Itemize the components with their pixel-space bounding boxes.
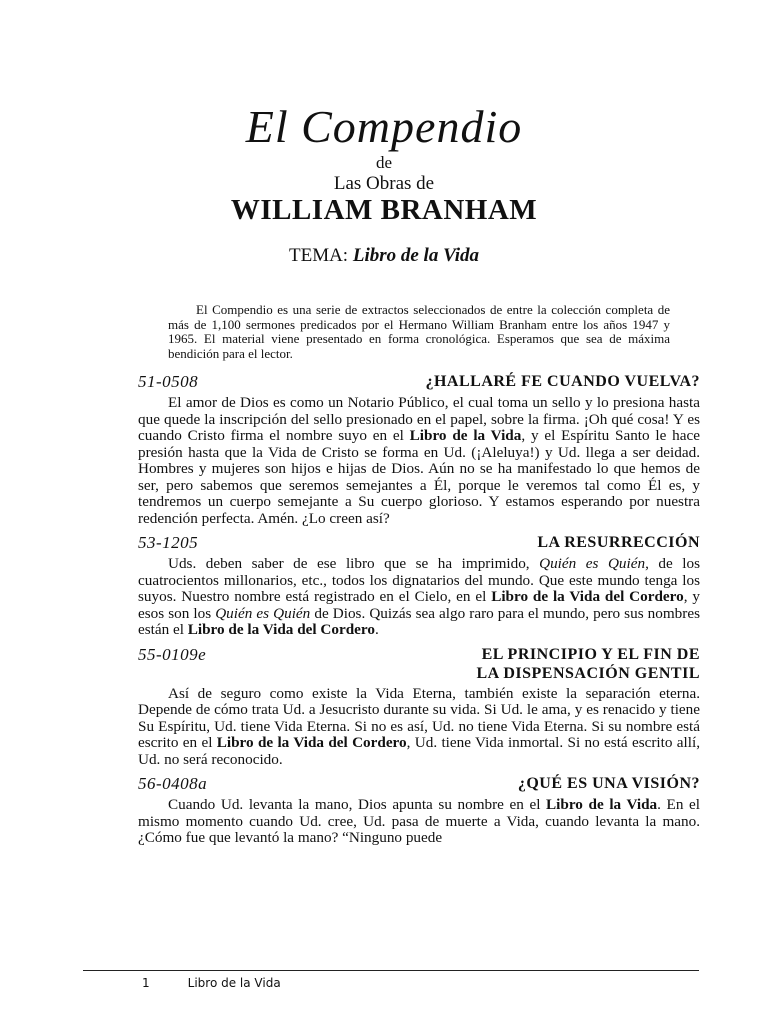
sermon-entry	[138, 372, 700, 527]
excerpt-text	[138, 797, 700, 847]
text-run: Así de seguro como existe la Vida Eterna, también existe la separación eterna. Depende de cómo trata Ud. a Jesucristo durante su vida. Si Ud. le ama, y es renacido y tiene Su Espíritu, Ud. tiene Vida Eterna. Si no es así, Ud. no tiene Vida Eterna. Si su nombre está escrito en el	[138, 684, 700, 751]
entry-header	[138, 774, 700, 794]
sermon-title-line: ¿HALLARÉ FE CUANDO VUELVA?	[425, 373, 700, 390]
sermon-title-line: ¿QUÉ ES UNA VISIÓN?	[517, 775, 700, 792]
subtitle-de: de	[375, 153, 393, 172]
topic-value: Libro de la Vida	[352, 245, 479, 266]
bold-phrase: Libro de la Vida del Cordero	[216, 734, 407, 751]
text-run: . En el mismo momento cuando Ud. cree, Ud. pasa de muerte a Vida, cuando levanta la mano. ¿Cómo fue que levantó la mano? “Ninguno puede	[138, 796, 700, 846]
sermon-code: 53-1205	[138, 533, 199, 552]
sermon-entry	[138, 774, 700, 847]
text-run: , de los cuatrocientos millonarios, etc., todos los dignatarios del mundo. Que este mundo tenga los suyos. Nuestro nombre está registrado en el Cielo, en el	[138, 555, 700, 605]
text-run: de Dios. Quizás sea algo raro para el mundo, pero sus nombres están el	[138, 604, 700, 638]
sermon-title	[477, 645, 701, 683]
sermon-title	[518, 774, 700, 793]
document-title: El Compendio	[245, 101, 523, 152]
excerpt-text	[138, 686, 700, 769]
sermon-code: 55-0109e	[138, 644, 207, 664]
text-run: Cuando Ud. levanta la mano, Dios apunta su nombre en el	[168, 796, 547, 813]
bold-phrase: Libro de la Vida	[546, 796, 658, 813]
author-name: WILLIAM BRANHAM	[230, 194, 538, 226]
italic-phrase: Quién es Quién	[215, 604, 311, 622]
intro-paragraph: El Compendio es una serie de extractos seleccionados de entre la colección completa de más de 1,100 sermones predicados por el Hermano William Branham entre los años 1947 y 1965. El material viene presentado en forma cronológica. Esperamos que sea de máxima bendición para el lector.	[168, 302, 670, 361]
page-number: 1	[142, 976, 150, 990]
sermon-code: 56-0408a	[138, 774, 208, 793]
text-run: .	[374, 621, 379, 638]
sermon-title-line: LA DISPENSACIÓN GENTIL	[476, 664, 700, 682]
sermon-title	[425, 372, 700, 391]
entry-header	[138, 645, 700, 683]
excerpt-text	[138, 556, 700, 639]
text-run: Uds. deben saber de ese libro que se ha imprimido,	[168, 555, 540, 572]
entry-header	[138, 533, 700, 553]
sermon-entry	[138, 533, 700, 639]
text-run: , Ud. tiene Vida inmortal. Si no está escrito allí, Ud. no será reconocido.	[138, 734, 700, 768]
sermon-title-line: EL PRINCIPIO Y EL FIN DE	[481, 645, 700, 663]
footer-rule	[83, 970, 699, 971]
sermon-title	[537, 533, 700, 552]
bold-phrase: Libro de la Vida del Cordero	[491, 588, 684, 605]
excerpt-text	[138, 395, 700, 527]
sermon-entry	[138, 645, 700, 769]
topic-line	[0, 245, 768, 267]
text-run: , y el Espíritu Santo le hace presión hasta que la Vida de Cristo se forma en Ud. (¡Aleluya!) y Ud. llega a ser deidad. Hombres y mujeres son hijos e hijas de Dios. Aún no se ha manifestado lo que hemos de ser, pero sabemos que seremos semejantes a Él, porque le veremos tal como Él es, y tendremos un cuerpo semejante a Su cuerpo glorioso. Y estamos esperando por nuestra redención perfecta. Amén. ¿Lo creen así?	[138, 427, 700, 527]
text-run: , y esos son los	[138, 588, 700, 622]
text-run: El amor de Dios es como un Notario Público, el cual toma un sello y lo presiona hasta que quede la inscripción del sello presionado en el papel, sobre la firma. ¡Oh qué cosa! Y es cuando Cristo firma el nombre suyo en el	[138, 394, 700, 444]
entry-header	[138, 372, 700, 392]
italic-phrase: Quién es Quién	[539, 555, 646, 572]
sermon-excerpts	[138, 372, 700, 853]
running-title: Libro de la Vida	[187, 976, 281, 990]
subtitle-obras: Las Obras de	[333, 173, 435, 194]
bold-phrase: Libro de la Vida del Cordero	[187, 621, 375, 638]
topic-label: TEMA:	[288, 245, 349, 266]
bold-phrase: Libro de la Vida	[409, 427, 522, 444]
page-footer	[142, 976, 281, 990]
sermon-title-line: LA RESURRECCIÓN	[537, 534, 700, 551]
sermon-code: 51-0508	[138, 372, 199, 391]
